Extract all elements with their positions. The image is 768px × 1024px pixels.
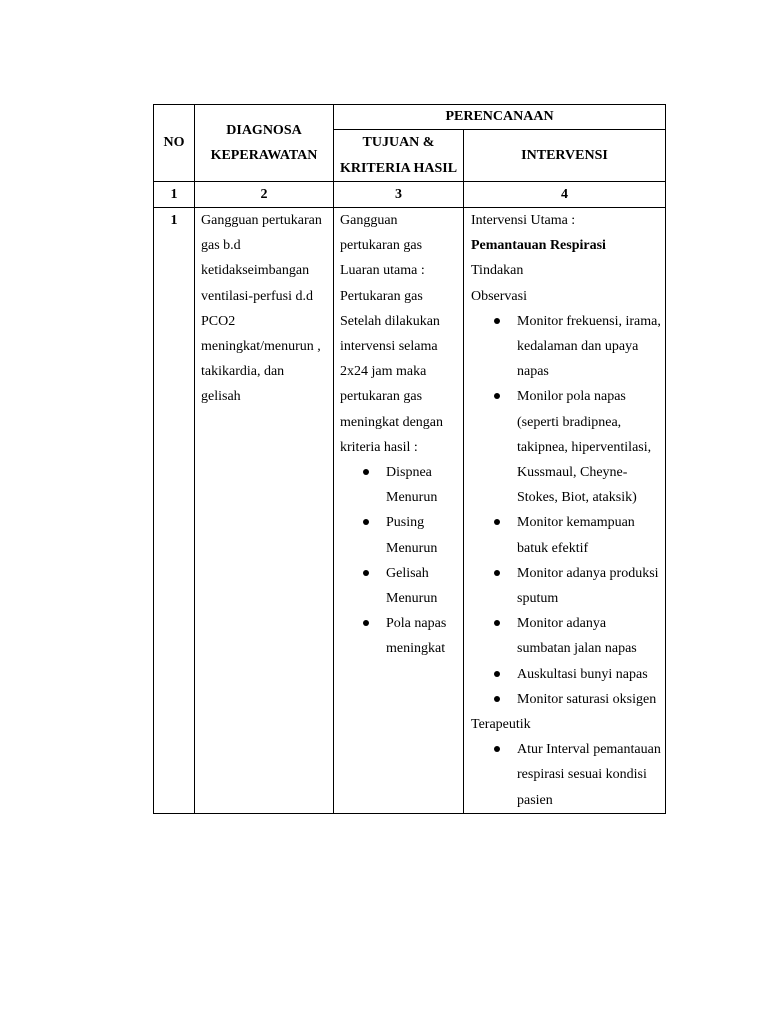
column-number: 2 [195, 182, 334, 208]
terapeutik-list [471, 737, 661, 813]
column-number: 3 [334, 182, 464, 208]
terapeutik-item: Atur Interval pemantauan respirasi sesuai kondisi pasien [471, 737, 661, 813]
terapeutik-label: Terapeutik [471, 717, 531, 733]
tujuan-cell [334, 208, 464, 814]
intervensi-cell [464, 208, 666, 814]
diagnosa-text: Gangguan pertukaran gas b.d ketidakseimbangan ventilasi-perfusi d.d PCO2 meningkat/menurun , takikardia, dan gelisah [201, 213, 322, 405]
row-number: 1 [154, 208, 195, 814]
observasi-item: Monitor kemampuan batuk efektif [471, 510, 661, 560]
observasi-item: Monitor frekuensi, irama, kedalaman dan upaya napas [471, 309, 661, 385]
observasi-item: Monilor pola napas (seperti bradipnea, takipnea, hiperventilasi, Kussmaul, Cheyne-Stokes, Biot, ataksik) [471, 384, 661, 510]
tindakan-label: Tindakan [471, 263, 524, 279]
intervensi-utama-label: Intervensi Utama : [471, 213, 576, 228]
observasi-item: Monitor adanya sumbatan jalan napas [471, 611, 661, 661]
observasi-item: Monitor adanya produksi sputum [471, 561, 661, 611]
nursing-care-plan-table [153, 104, 666, 814]
tujuan-title: Gangguan pertukaran gas [340, 213, 423, 254]
header-intervensi: INTERVENSI [464, 130, 666, 182]
observasi-list [471, 309, 661, 712]
criteria-item: Pola napas meningkat [340, 611, 457, 661]
column-number-row [154, 182, 666, 208]
tujuan-luaran: Luaran utama : Pertukaran gas [340, 263, 425, 304]
criteria-list [340, 460, 457, 662]
header-no: NO [154, 105, 195, 182]
intervensi-utama-name: Pemantauan Respirasi [471, 238, 606, 254]
header-row [154, 105, 666, 130]
tujuan-body: Setelah dilakukan intervensi selama 2x24 jam maka pertukaran gas meningkat dengan kriteria hasil : [340, 313, 444, 455]
header-diagnosa: DIAGNOSA KEPERAWATAN [195, 105, 334, 182]
table-row [154, 208, 666, 814]
header-perencanaan: PERENCANAAN [334, 105, 666, 130]
observasi-label: Observasi [471, 288, 527, 304]
observasi-item: Auskultasi bunyi napas [471, 662, 661, 687]
column-number: 4 [464, 182, 666, 208]
header-tujuan: TUJUAN & KRITERIA HASIL [334, 130, 464, 182]
diagnosa-cell [195, 208, 334, 814]
criteria-item: Dispnea Menurun [340, 460, 457, 510]
column-number: 1 [154, 182, 195, 208]
criteria-item: Gelisah Menurun [340, 561, 457, 611]
criteria-item: Pusing Menurun [340, 510, 457, 560]
observasi-item: Monitor saturasi oksigen [471, 687, 661, 712]
